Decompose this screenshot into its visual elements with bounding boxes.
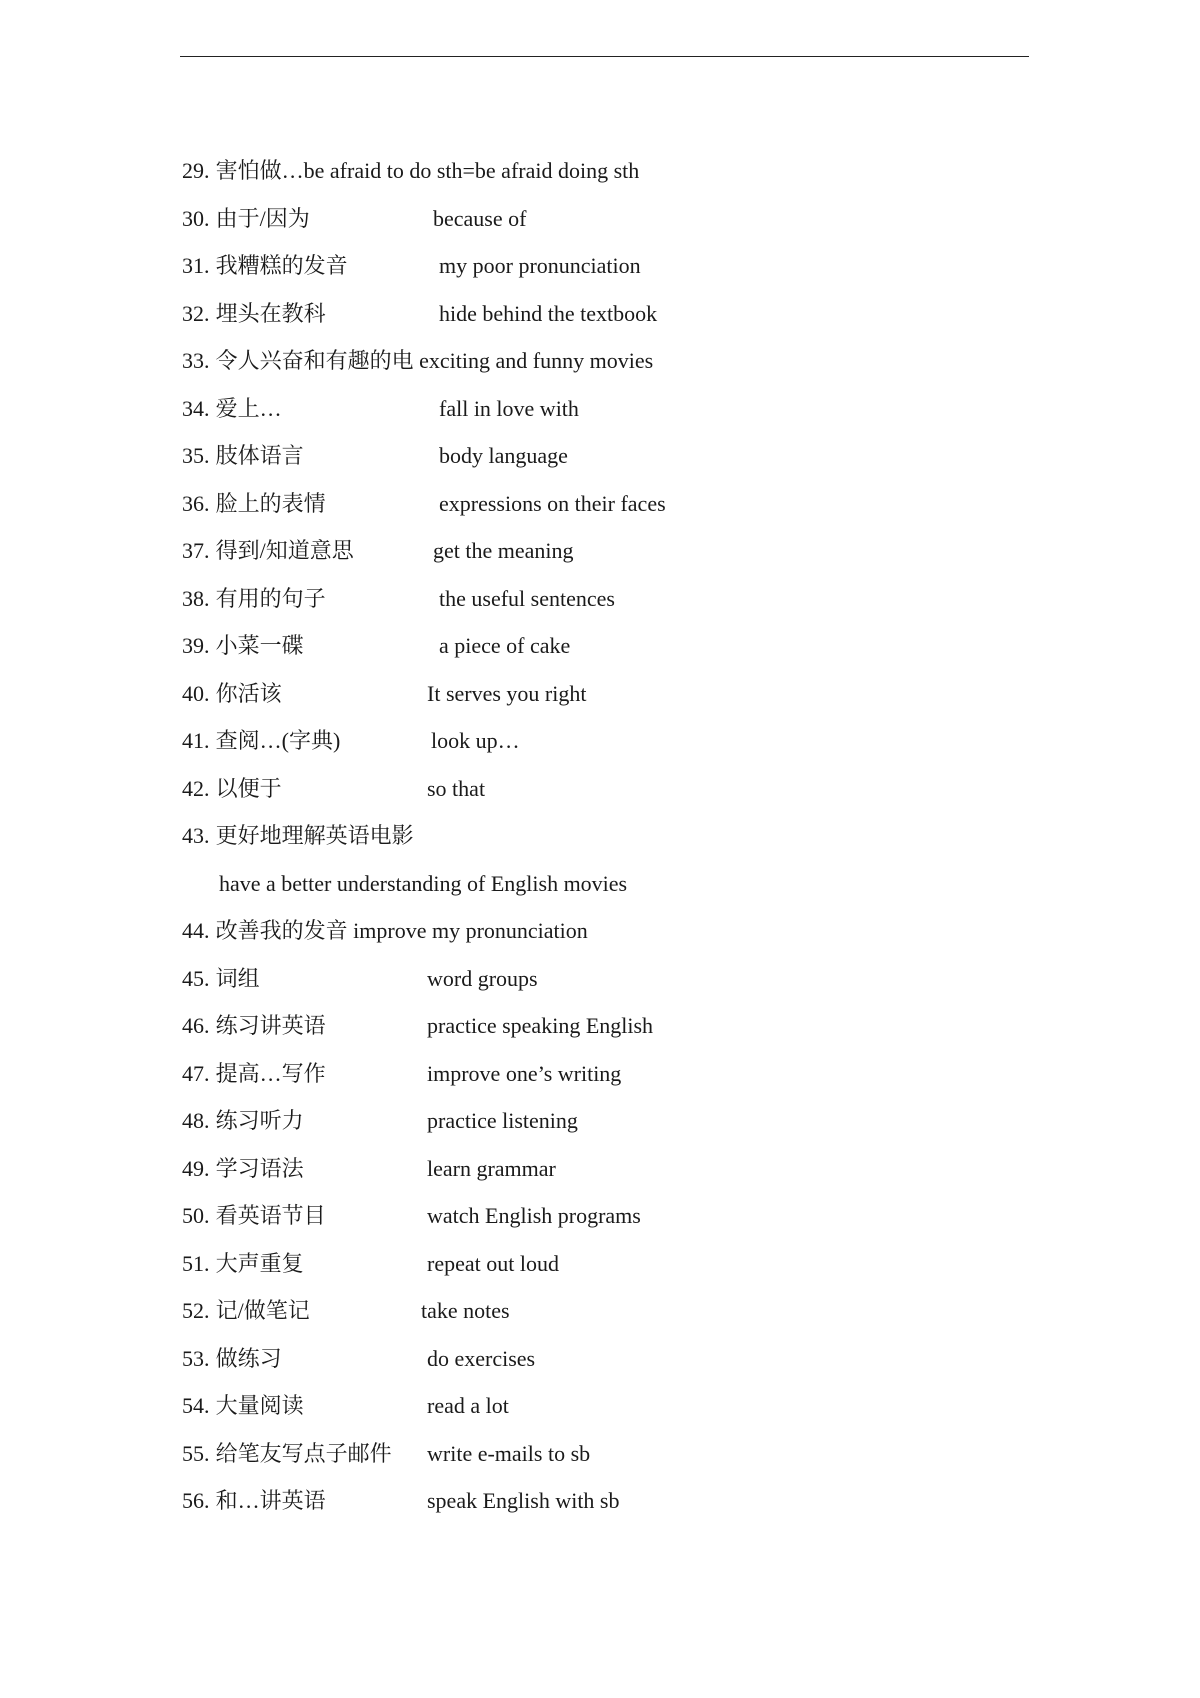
item-number: 31. bbox=[182, 253, 210, 278]
item-number: 35. bbox=[182, 443, 210, 468]
item-number: 30. bbox=[182, 205, 210, 231]
item-english: have a better understanding of English movies bbox=[219, 870, 628, 896]
item-chinese: 你活该 bbox=[215, 680, 282, 706]
item-chinese: 爱上… bbox=[215, 395, 282, 421]
item-number: 43. bbox=[182, 823, 210, 848]
item-number: 48. bbox=[182, 1108, 210, 1133]
item-chinese: 得到/知道意思 bbox=[215, 538, 354, 563]
list-item bbox=[182, 1287, 1082, 1335]
item-english: take notes bbox=[421, 1298, 510, 1323]
item-number: 36. bbox=[182, 490, 210, 516]
item-english: speak English with sb bbox=[427, 1488, 620, 1513]
item-english: practice speaking English bbox=[427, 1013, 654, 1038]
item-chinese: 有用的句子 bbox=[215, 585, 326, 611]
list-item bbox=[182, 1477, 1082, 1525]
item-chinese: 练习听力 bbox=[215, 1108, 304, 1133]
item-chinese: 小菜一碟 bbox=[215, 633, 304, 658]
list-item bbox=[182, 575, 1082, 623]
item-number: 50. bbox=[182, 1203, 210, 1228]
item-number: 39. bbox=[182, 633, 210, 658]
item-number: 45. bbox=[182, 965, 210, 991]
list-item bbox=[182, 1240, 1082, 1288]
list-item bbox=[182, 242, 1082, 290]
list-item bbox=[182, 622, 1082, 670]
item-number: 56. bbox=[182, 1488, 210, 1513]
item-number: 53. bbox=[182, 1345, 210, 1371]
list-item bbox=[182, 717, 1082, 765]
item-chinese: 词组 bbox=[215, 965, 260, 991]
list-item bbox=[182, 765, 1082, 813]
item-english: watch English programs bbox=[427, 1203, 641, 1228]
item-chinese: 练习讲英语 bbox=[215, 1013, 326, 1038]
list-item bbox=[182, 670, 1082, 718]
list-item bbox=[182, 1382, 1082, 1430]
list-item bbox=[182, 480, 1082, 528]
list-item-continuation bbox=[182, 860, 1082, 908]
list-item bbox=[182, 527, 1082, 575]
item-english: a piece of cake bbox=[439, 633, 571, 658]
item-english: read a lot bbox=[427, 1393, 509, 1418]
list-item bbox=[182, 1430, 1082, 1478]
item-chinese: 埋头在教科 bbox=[215, 300, 326, 326]
item-chinese: 和…讲英语 bbox=[215, 1488, 326, 1513]
item-english: improve one’s writing bbox=[427, 1060, 622, 1086]
item-chinese: 由于/因为 bbox=[215, 205, 310, 231]
item-chinese: 我糟糕的发音 bbox=[215, 253, 348, 278]
vocabulary-list bbox=[182, 147, 1082, 1525]
item-chinese: 更好地理解英语电影 bbox=[215, 823, 414, 848]
item-english: expressions on their faces bbox=[439, 490, 666, 516]
item-english: fall in love with bbox=[439, 395, 579, 421]
item-chinese: 记/做笔记 bbox=[215, 1298, 310, 1323]
item-english: my poor pronunciation bbox=[439, 253, 641, 278]
list-item bbox=[182, 1097, 1082, 1145]
item-number: 41. bbox=[182, 728, 210, 753]
item-number: 47. bbox=[182, 1060, 210, 1086]
item-number: 49. bbox=[182, 1155, 210, 1181]
list-item bbox=[182, 337, 1082, 385]
item-english: so that bbox=[427, 775, 486, 801]
item-english: word groups bbox=[427, 965, 538, 991]
item-number: 40. bbox=[182, 680, 210, 706]
list-item bbox=[182, 432, 1082, 480]
item-number: 54. bbox=[182, 1393, 210, 1418]
item-english: learn grammar bbox=[427, 1155, 556, 1181]
item-chinese: 肢体语言 bbox=[215, 443, 304, 468]
item-english: repeat out loud bbox=[427, 1250, 559, 1276]
item-number: 42. bbox=[182, 775, 210, 801]
list-item bbox=[182, 290, 1082, 338]
item-text: 令人兴奋和有趣的电 exciting and funny movies bbox=[215, 348, 654, 373]
item-english: practice listening bbox=[427, 1108, 578, 1133]
item-text: 害怕做…be afraid to do sth=be afraid doing sth bbox=[215, 158, 640, 183]
item-number: 55. bbox=[182, 1440, 210, 1466]
item-chinese: 学习语法 bbox=[215, 1155, 304, 1181]
list-item bbox=[182, 195, 1082, 243]
item-chinese: 大量阅读 bbox=[215, 1393, 304, 1418]
item-number: 44. bbox=[182, 918, 210, 943]
item-chinese: 看英语节目 bbox=[215, 1203, 326, 1228]
item-number: 37. bbox=[182, 538, 210, 563]
list-item bbox=[182, 147, 1082, 195]
item-number: 29. bbox=[182, 158, 210, 183]
list-item bbox=[182, 385, 1082, 433]
item-english: because of bbox=[433, 205, 527, 231]
item-english: write e-mails to sb bbox=[427, 1440, 591, 1466]
list-item bbox=[182, 812, 1082, 860]
item-number: 33. bbox=[182, 348, 210, 373]
item-chinese: 脸上的表情 bbox=[215, 490, 326, 516]
item-number: 34. bbox=[182, 395, 210, 421]
list-item bbox=[182, 1192, 1082, 1240]
item-chinese: 大声重复 bbox=[215, 1250, 304, 1276]
item-english: the useful sentences bbox=[439, 585, 615, 611]
item-number: 51. bbox=[182, 1250, 210, 1276]
item-chinese: 给笔友写点子邮件 bbox=[215, 1440, 392, 1466]
item-english: It serves you right bbox=[427, 680, 587, 706]
list-item bbox=[182, 1050, 1082, 1098]
list-item bbox=[182, 1335, 1082, 1383]
list-item bbox=[182, 1145, 1082, 1193]
item-english: hide behind the textbook bbox=[439, 300, 658, 326]
list-item bbox=[182, 1002, 1082, 1050]
item-text: 改善我的发音 improve my pronunciation bbox=[215, 918, 588, 943]
item-number: 32. bbox=[182, 300, 210, 326]
item-number: 38. bbox=[182, 585, 210, 611]
item-english: look up… bbox=[431, 728, 520, 753]
item-chinese: 查阅…(字典) bbox=[215, 728, 341, 753]
list-item bbox=[182, 907, 1082, 955]
item-number: 52. bbox=[182, 1298, 210, 1323]
header-rule bbox=[180, 56, 1029, 57]
item-number: 46. bbox=[182, 1013, 210, 1038]
item-english: body language bbox=[439, 443, 568, 468]
item-english: get the meaning bbox=[433, 538, 574, 563]
list-item bbox=[182, 955, 1082, 1003]
item-english: do exercises bbox=[427, 1345, 536, 1371]
item-chinese: 提高…写作 bbox=[215, 1060, 326, 1086]
item-chinese: 做练习 bbox=[215, 1345, 282, 1371]
item-chinese: 以便于 bbox=[215, 775, 282, 801]
